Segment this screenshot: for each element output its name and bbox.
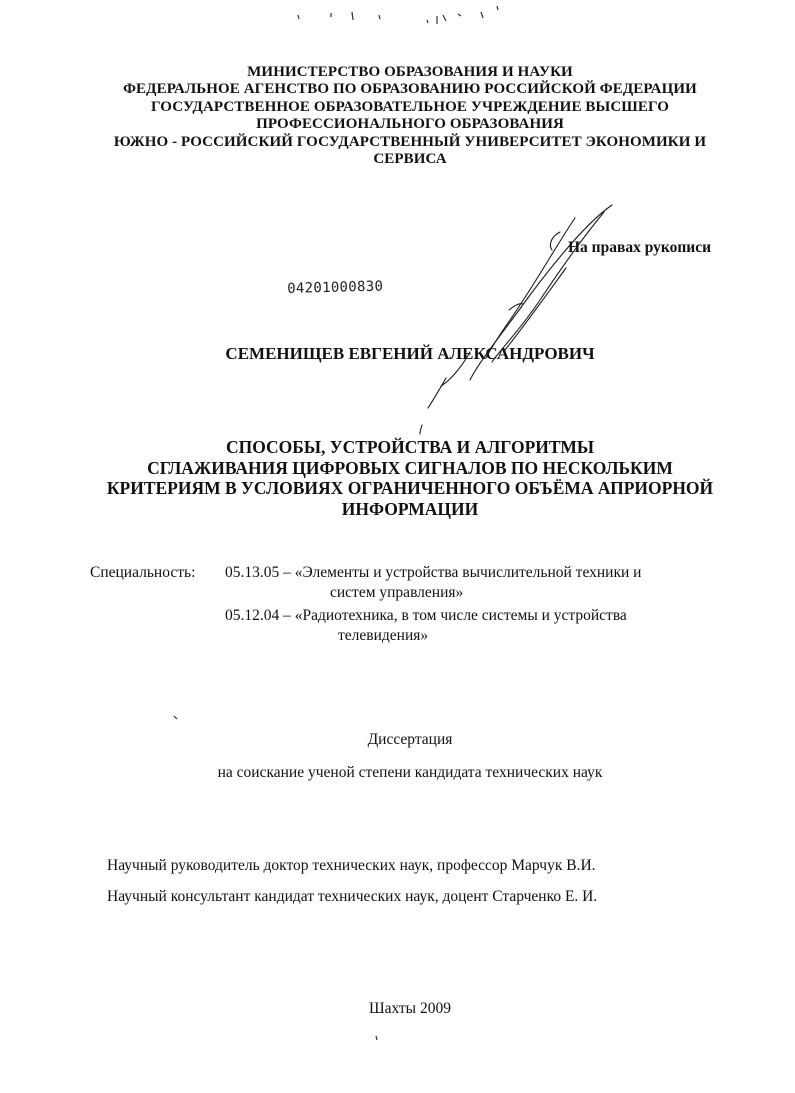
institution-line-state-institution: ГОСУДАРСТВЕННОЕ ОБРАЗОВАТЕЛЬНОЕ УЧРЕЖДЕНИЕ ВЫСШЕГО: [150, 98, 669, 115]
specialty-line-4: телевидения»: [338, 627, 429, 644]
institution-line-ministry: МИНИСТЕРСТВО ОБРАЗОВАНИЯ И НАУКИ: [247, 64, 573, 80]
title-line-3: КРИТЕРИЯМ В УСЛОВИЯХ ОГРАНИЧЕННОГО ОБЪЁМА АПРИОРНОЙ: [106, 478, 714, 498]
dissertation-title: [60, 437, 760, 519]
institution-line-service: СЕРВИСА: [373, 151, 447, 168]
specialty-line-3: 05.12.04 – «Радиотехника, в том числе системы и устройства: [225, 607, 627, 624]
institution-line-university: ЮЖНО - РОССИЙСКИЙ ГОСУДАРСТВЕННЫЙ УНИВЕРСИТЕТ ЭКОНОМИКИ И: [113, 133, 707, 150]
institution-header: [60, 64, 760, 168]
registration-stamp-number: 04201000830: [287, 278, 384, 297]
scientific-supervisor: Научный руководитель доктор технических наук, профессор Марчук В.И.: [107, 857, 596, 874]
title-line-2: СГЛАЖИВАНИЯ ЦИФРОВЫХ СИГНАЛОВ ПО НЕСКОЛЬКИМ: [147, 457, 673, 478]
title-line-1: СПОСОБЫ, УСТРОЙСТВА И АЛГОРИТМЫ: [225, 437, 595, 457]
degree-statement: на соискание ученой степени кандидата технических наук: [217, 764, 603, 781]
document-type: Диссертация: [367, 731, 453, 748]
institution-line-agency: ФЕДЕРАЛЬНОЕ АГЕНСТВО ПО ОБРАЗОВАНИЮ РОССИЙСКОЙ ФЕДЕРАЦИИ: [123, 81, 697, 98]
institution-line-professional-education: ПРОФЕССИОНАЛЬНОГО ОБРАЗОВАНИЯ: [256, 116, 564, 133]
specialty-line-1: 05.13.05 – «Элементы и устройства вычислительной техники и: [225, 564, 642, 581]
manuscript-rights-note: На правах рукописи: [568, 239, 712, 256]
scientific-consultant: Научный консультант кандидат технических наук, доцент Старченко Е. И.: [107, 888, 598, 905]
title-line-4: ИНФОРМАЦИИ: [341, 498, 479, 519]
author-name: СЕМЕНИЩЕВ ЕВГЕНИЙ АЛЕКСАНДРОВИЧ: [225, 344, 595, 363]
specialty-line-2: систем управления»: [330, 584, 464, 601]
specialty-label: Специальность:: [90, 564, 196, 581]
city-and-year: Шахты 2009: [369, 1000, 451, 1017]
